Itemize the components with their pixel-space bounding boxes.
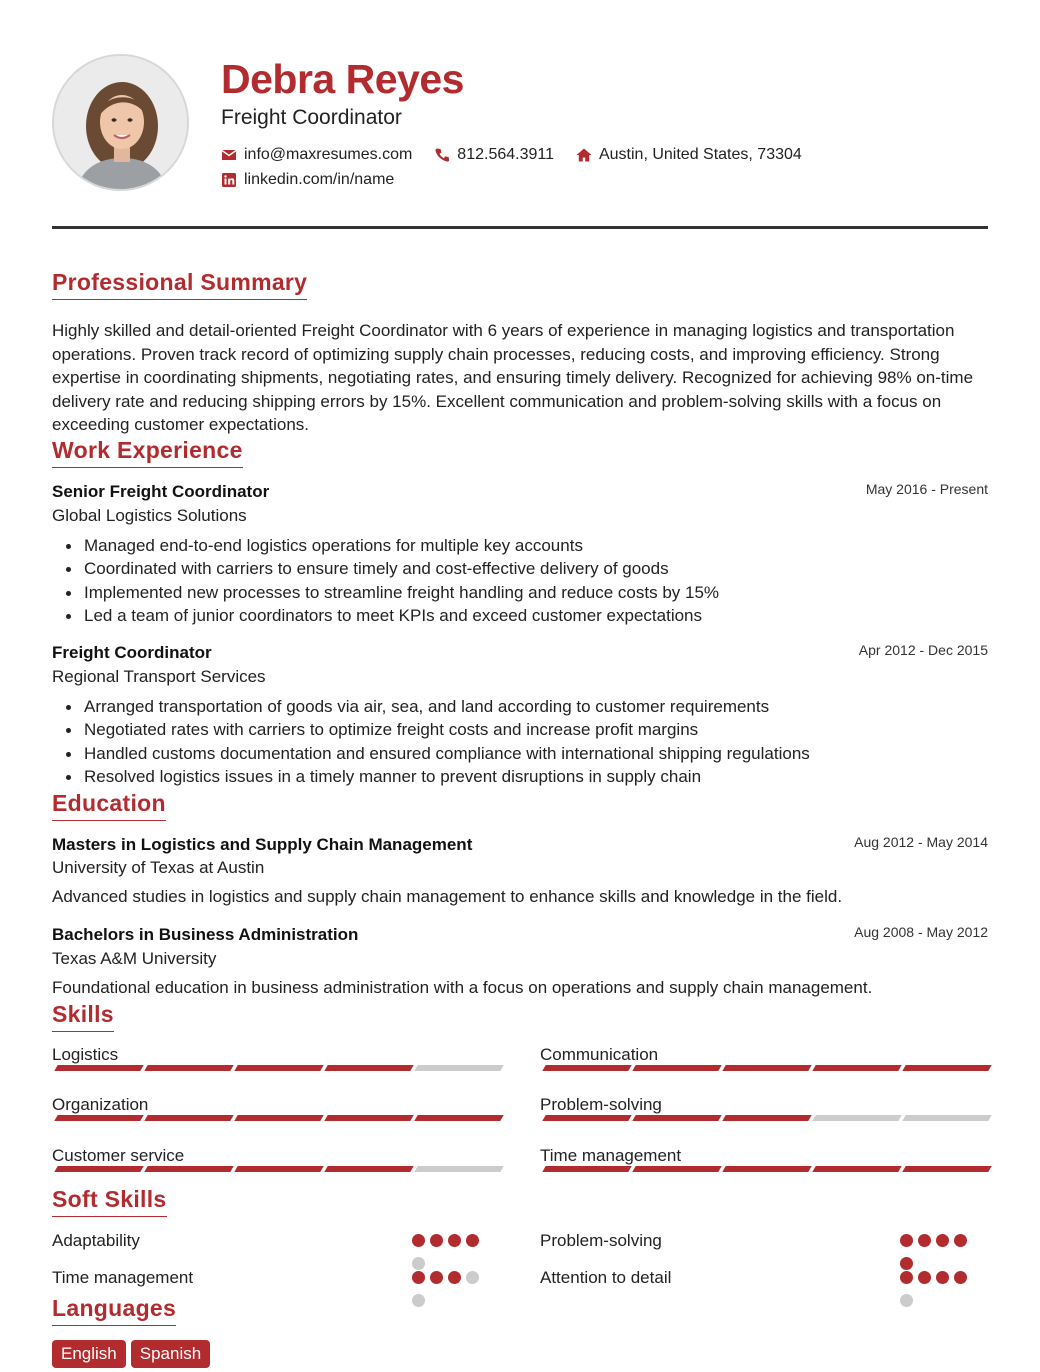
candidate-name: Debra Reyes (221, 56, 464, 102)
profile-photo-icon (54, 56, 189, 191)
edu-2-school: Texas A&M University (52, 949, 217, 968)
skill-bar (52, 1166, 500, 1172)
list-item: Led a team of junior coordinators to meet KPIs and exceed customer expectations (66, 604, 986, 627)
soft-skill-label: Problem-solving (540, 1231, 662, 1250)
skill-segment (144, 1166, 233, 1172)
summary-text: Highly skilled and detail-oriented Freight Coordinator with 6 years of experience in managing logistics and transportation operations. Proven track record of optimizing supply chain processes, reducing costs, and improving efficiency. Strong expertise in coordinating shipments, negotiating rates, and ensuring timely delivery. Recognized for achieving 98% on-time delivery rate and reducing shipping errors by 15%. Excellent communication and problem-solving skills with a focus on exceeding customer expectations. (52, 321, 974, 434)
job-title: Freight Coordinator (221, 106, 402, 129)
education-heading: Education (52, 790, 166, 821)
skill-segment (324, 1166, 413, 1172)
job-2-dates: Apr 2012 - Dec 2015 (858, 642, 988, 658)
rating-dot (918, 1271, 931, 1284)
list-item: Arranged transportation of goods via air, sea, and land according to customer requirements (66, 695, 986, 718)
summary-heading: Professional Summary (52, 269, 307, 300)
skill-segment (812, 1115, 901, 1121)
skill-segment (324, 1065, 413, 1071)
email-text: info@maxresumes.com (244, 146, 413, 163)
skill-label: Time management (540, 1146, 682, 1165)
envelope-icon (221, 147, 237, 163)
skill-segment (414, 1115, 503, 1121)
rating-dot (954, 1234, 967, 1247)
linkedin-icon (221, 172, 237, 188)
skill-item (540, 1045, 988, 1067)
skill-bar (52, 1115, 500, 1121)
rating-dot (466, 1271, 479, 1284)
skill-segment (632, 1115, 721, 1121)
edu-1-description: Advanced studies in logistics and supply chain management to enhance skills and knowledge in the field. (52, 887, 843, 906)
skill-segment (54, 1115, 143, 1121)
language-badge: Spanish (131, 1340, 210, 1368)
contact-linkedin[interactable] (221, 171, 394, 189)
skill-label: Logistics (52, 1045, 119, 1064)
skill-segment (414, 1065, 503, 1071)
skill-segment (414, 1166, 503, 1172)
rating-dot (412, 1271, 425, 1284)
skill-segment (902, 1115, 991, 1121)
skill-segment (812, 1166, 901, 1172)
skill-label: Customer service (52, 1146, 185, 1165)
rating-dot (412, 1294, 425, 1307)
list-item: Handled customs documentation and ensured compliance with international shipping regulations (66, 742, 986, 765)
job-1-dates: May 2016 - Present (865, 481, 988, 497)
phone-icon (434, 147, 450, 163)
soft-skill-label: Attention to detail (540, 1268, 672, 1287)
rating-dot (448, 1234, 461, 1247)
skill-segment (542, 1065, 631, 1071)
avatar (52, 54, 189, 191)
contact-location (576, 146, 802, 164)
skill-bar (540, 1166, 988, 1172)
skill-segment (234, 1115, 323, 1121)
rating-dot (900, 1271, 913, 1284)
rating-dot (900, 1294, 913, 1307)
edu-1-degree: Masters in Logistics and Supply Chain Management (52, 835, 473, 854)
job-2-title: Freight Coordinator (52, 643, 212, 662)
job-2-company: Regional Transport Services (52, 667, 266, 686)
rating-dot (918, 1234, 931, 1247)
list-item: Resolved logistics issues in a timely manner to prevent disruptions in supply chain (66, 765, 986, 788)
experience-heading: Work Experience (52, 437, 243, 468)
skill-segment (234, 1065, 323, 1071)
contact-phone[interactable] (434, 146, 554, 164)
skill-label: Organization (52, 1095, 149, 1114)
skill-bar (540, 1115, 988, 1121)
languages-list (52, 1340, 215, 1368)
rating-dot (412, 1234, 425, 1247)
skill-segment (722, 1065, 811, 1071)
rating-dot (900, 1257, 913, 1270)
linkedin-text: linkedin.com/in/name (244, 171, 395, 188)
list-item: Managed end-to-end logistics operations for multiple key accounts (66, 534, 986, 557)
edu-2-degree: Bachelors in Business Administration (52, 925, 359, 944)
skill-segment (542, 1166, 631, 1172)
list-item: Coordinated with carriers to ensure timely and cost-effective delivery of goods (66, 557, 986, 580)
skill-label: Communication (540, 1045, 659, 1064)
languages-heading: Languages (52, 1295, 176, 1326)
edu-2-dates: Aug 2008 - May 2012 (854, 924, 988, 940)
contact-row-1 (221, 146, 824, 164)
skill-bar (52, 1065, 500, 1071)
language-badge: English (52, 1340, 126, 1368)
skill-item (540, 1095, 988, 1117)
skill-bar (540, 1065, 988, 1071)
rating-dot (466, 1234, 479, 1247)
contact-email[interactable] (221, 146, 412, 164)
phone-text: 812.564.3911 (457, 146, 554, 163)
skill-segment (632, 1166, 721, 1172)
skill-segment (144, 1065, 233, 1071)
rating-dot (954, 1271, 967, 1284)
skill-segment (324, 1115, 413, 1121)
rating-dot (900, 1234, 913, 1247)
skill-item (52, 1146, 500, 1168)
skill-segment (902, 1065, 991, 1071)
skill-segment (54, 1065, 143, 1071)
soft-skill-label: Adaptability (52, 1231, 140, 1250)
rating-dot (936, 1271, 949, 1284)
skill-segment (722, 1166, 811, 1172)
soft-skills-heading: Soft Skills (52, 1186, 167, 1217)
skill-item (540, 1146, 988, 1168)
home-icon (576, 147, 592, 163)
skill-label: Problem-solving (540, 1095, 662, 1114)
skill-segment (234, 1166, 323, 1172)
skill-segment (542, 1115, 631, 1121)
rating-dot (412, 1257, 425, 1270)
list-item: Implemented new processes to streamline freight handling and reduce costs by 15% (66, 581, 986, 604)
skill-segment (632, 1065, 721, 1071)
edu-2-description: Foundational education in business administration with a focus on operations and supply chain management. (52, 978, 873, 997)
skill-item (52, 1095, 500, 1117)
soft-skill-label: Time management (52, 1268, 194, 1287)
skill-segment (144, 1115, 233, 1121)
skill-segment (722, 1115, 811, 1121)
resume-page (52, 0, 988, 1372)
edu-1-school: University of Texas at Austin (52, 858, 265, 877)
job-1-title: Senior Freight Coordinator (52, 482, 270, 501)
location-text: Austin, United States, 73304 (598, 146, 802, 163)
job-1-bullets (66, 534, 986, 627)
job-2-bullets (66, 695, 986, 788)
rating-dot (448, 1271, 461, 1284)
skill-segment (812, 1065, 901, 1071)
rating-dot (430, 1234, 443, 1247)
contact-row-2 (221, 171, 416, 189)
skills-heading: Skills (52, 1001, 114, 1032)
skill-item (52, 1045, 500, 1067)
header-divider (52, 226, 988, 229)
rating-dot (430, 1271, 443, 1284)
edu-1-dates: Aug 2012 - May 2014 (854, 834, 988, 850)
job-1-company: Global Logistics Solutions (52, 506, 247, 525)
list-item: Negotiated rates with carriers to optimize freight costs and increase profit margins (66, 718, 986, 741)
rating-dot (936, 1234, 949, 1247)
skill-segment (902, 1166, 991, 1172)
header (52, 54, 988, 194)
skill-segment (54, 1166, 143, 1172)
